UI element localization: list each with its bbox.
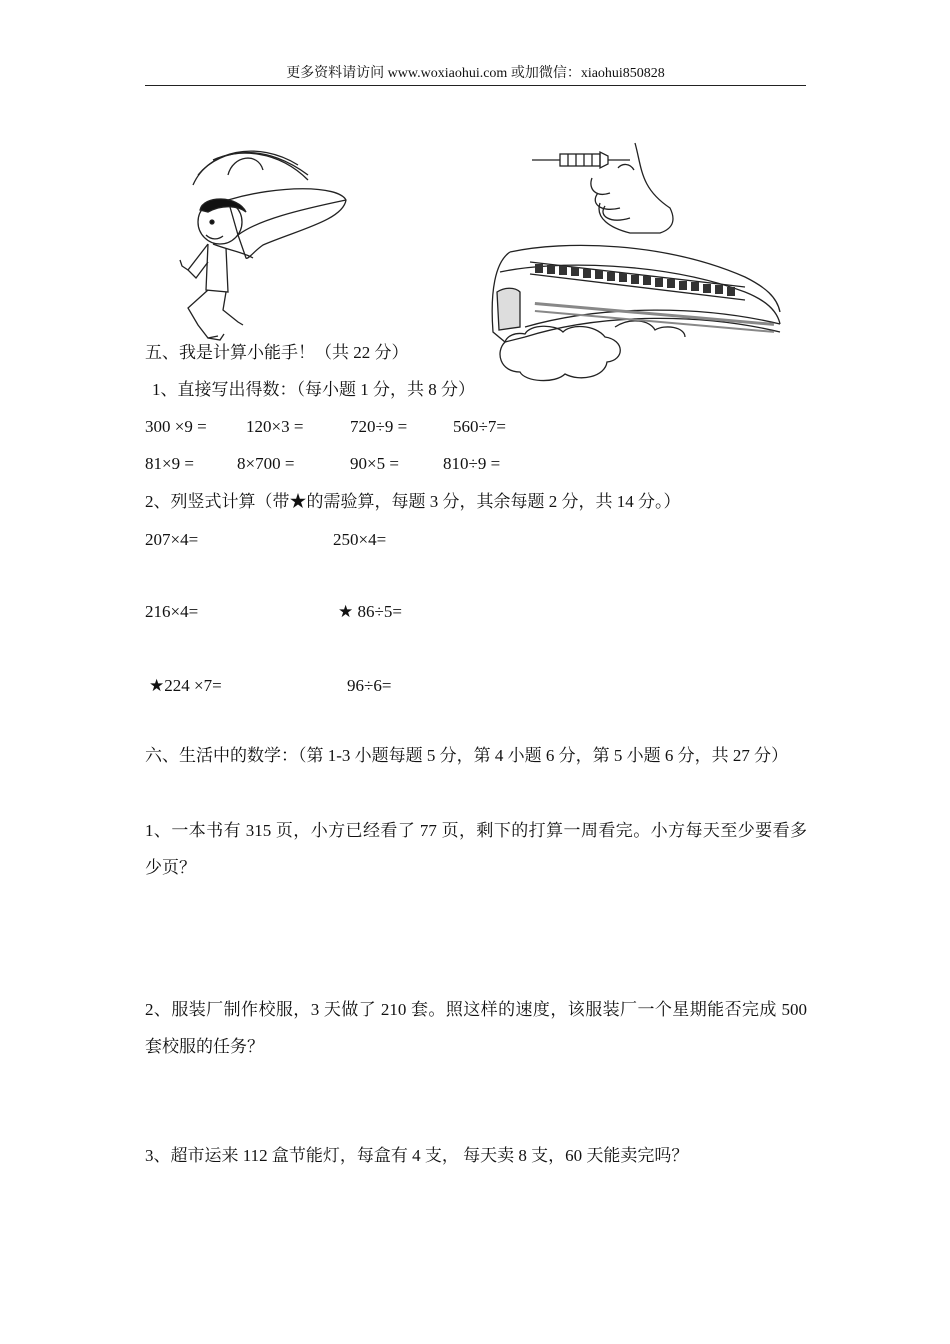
word-problem-1: 1、一本书有 315 页，小方已经看了 77 页，剩下的打算一周看完。小方每天至少要看多少页？ — [145, 821, 807, 877]
q1-item: 720÷9 = — [350, 417, 408, 436]
section5-title: 五、我是计算小能手！（共 22 分） — [145, 343, 409, 362]
q2-item: ★ 86÷5= — [338, 602, 402, 621]
word-problem-3: 3、超市运来 112 盒节能灯，每盒有 4 支， 每天卖 8 支，60 天能卖完吗？ — [145, 1146, 689, 1165]
q1-item: 560÷7= — [453, 417, 506, 436]
high-speed-train-illustration — [485, 232, 785, 387]
q2-item: 250×4= — [333, 530, 387, 549]
q1-title: 1、直接写出得数：（每小题 1 分，共 8 分） — [152, 380, 475, 399]
q2-item: ★224 ×7= — [149, 676, 222, 695]
hand-syringe-illustration — [530, 138, 680, 238]
q1-item: 8×700 = — [237, 454, 295, 473]
q1-item: 810÷9 = — [443, 454, 501, 473]
q1-item: 90×5 = — [350, 454, 399, 473]
q1-item: 81×9 = — [145, 454, 194, 473]
q1-item: 300 ×9 = — [145, 417, 207, 436]
q2-item: 207×4= — [145, 530, 199, 549]
header-divider — [145, 85, 806, 86]
page-header: 更多资料请访问 www.woxiaohui.com 或加微信：xiaohui850828 — [286, 66, 665, 81]
word-problem-2: 2、服装厂制作校服，3 天做了 210 套。照这样的速度，该服装厂一个星期能否完成 500 套校服的任务？ — [145, 1000, 807, 1056]
boy-throwing-plane-illustration — [168, 140, 353, 345]
q1-item: 120×3 = — [246, 417, 304, 436]
q2-item: 96÷6= — [347, 676, 392, 695]
q2-item: 216×4= — [145, 602, 199, 621]
section6-title: 六、生活中的数学：（第 1-3 小题每题 5 分，第 4 小题 6 分，第 5 小题 6 分，共 27 分） — [145, 746, 789, 765]
q2-title: 2、列竖式计算（带★的需验算，每题 3 分，其余每题 2 分，共 14 分。） — [145, 492, 681, 511]
